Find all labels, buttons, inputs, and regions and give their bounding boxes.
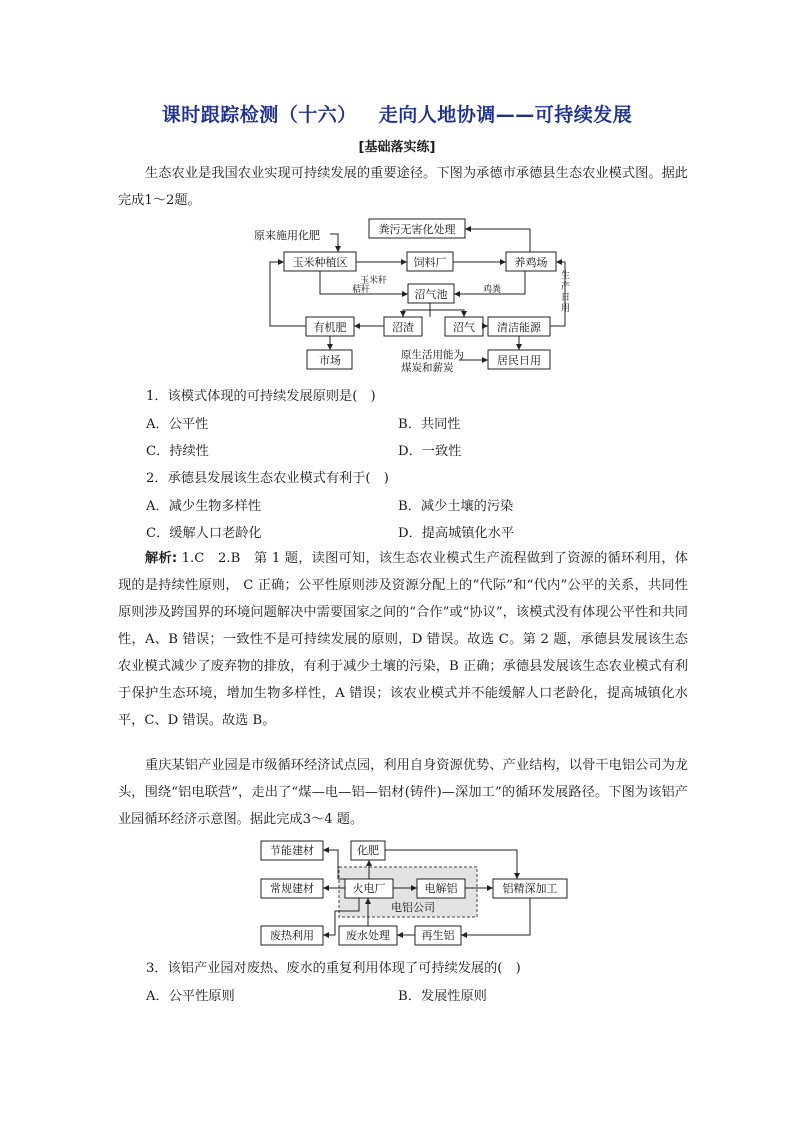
box-thermal: 火电厂 bbox=[352, 882, 386, 895]
box-residue: 沼渣 bbox=[392, 321, 414, 334]
label-vert-4: 用 bbox=[561, 304, 571, 314]
aluminum-park-diagram bbox=[255, 835, 575, 950]
box-biogas: 沼气 bbox=[453, 321, 475, 334]
q2-option-d: D．提高城镇化水平 bbox=[398, 526, 515, 541]
box-feed: 饲料厂 bbox=[413, 256, 447, 269]
intro-paragraph-1: 生态农业是我国农业实现可持续发展的重要途径。下图为承德市承德县生态农业模式图。据此完成1～2题。 bbox=[118, 166, 688, 208]
label-vert-2: 产 bbox=[561, 282, 571, 292]
analysis-label: 解析: bbox=[145, 551, 178, 566]
box-clean-energy: 清洁能源 bbox=[497, 321, 541, 334]
q1-option-a: A．公平性 bbox=[146, 417, 209, 432]
label-orig-fert: 原来施用化肥 bbox=[254, 229, 320, 242]
box-chicken: 养鸡场 bbox=[514, 256, 548, 269]
question-1-stem: 1．该模式体现的可持续发展原则是( ) bbox=[146, 389, 376, 404]
section-heading: [基础落实练] bbox=[358, 140, 436, 155]
box-electrolytic: 电解铝 bbox=[424, 882, 458, 895]
question-3-stem: 3．该铝产业园对废热、废水的重复利用体现了可持续发展的( ) bbox=[146, 961, 521, 976]
box-wastewater: 废水处理 bbox=[346, 929, 390, 942]
analysis-text: 1.C 2.B 第 1 题，读图可知，该生态农业模式生产流程做到了资源的循环利用，体现的是持续性原则， C 正确；公平性原则涉及资源分配上的“代际”和“代内”公平的关系，共同性原则涉及跨国界的环境问题解决中需要国家之间的“合作”或“协议”，该模式没有体现公平性和共同性，A、B 错误；一致性不是可持续发展的原则，D 错误。故选 C。第 2 题，承德县发展该生态农业模式减少了废弃物的排放，有利于减少土壤的污染，B 正确；承德县发展该生态农业模式有利于保护生态环境，增加生物多样性，A 错误；该农业模式并不能缓解人口老龄化，提高城镇化水平，C、D 错误。故选 B。 bbox=[118, 551, 688, 728]
box-manure: 粪污无害化处理 bbox=[378, 223, 456, 236]
label-corn-stalk: 玉米秆 bbox=[360, 276, 388, 286]
box-regular-mat: 常规建材 bbox=[270, 882, 314, 895]
question-2-stem: 2．承德县发展该生态农业模式有利于( ) bbox=[146, 471, 389, 486]
label-straw: 秸秆 bbox=[352, 285, 371, 295]
q1-option-c: C．持续性 bbox=[146, 444, 209, 459]
q3-option-b: B．发展性原则 bbox=[398, 989, 487, 1004]
box-organic: 有机肥 bbox=[313, 321, 347, 334]
label-orig-life-1: 原生活用能为 bbox=[401, 349, 464, 361]
box-recycled: 再生铝 bbox=[421, 929, 455, 942]
eco-agriculture-diagram bbox=[240, 212, 590, 382]
intro-paragraph-2: 重庆某铝产业园是市级循环经济试点园，利用自身资源优势、产业结构，以骨干电铝公司为龙头，围绕“铝电联营”，走出了“煤—电—铝—铝材(铸件)—深加工”的循环发展路径。下图为该铝产业园循环经济示意图。据此完成3～4 题。 bbox=[118, 758, 688, 827]
box-resident: 居民日用 bbox=[497, 354, 541, 367]
q1-option-d: D．一致性 bbox=[398, 444, 462, 459]
box-energy-mat: 节能建材 bbox=[270, 844, 314, 857]
q1-option-b: B．共同性 bbox=[398, 417, 461, 432]
label-vert-1: 生 bbox=[561, 271, 571, 281]
q3-option-a: A．公平性原则 bbox=[146, 989, 235, 1004]
label-vert-3: 日 bbox=[561, 293, 571, 303]
label-company: 电铝公司 bbox=[391, 901, 435, 914]
q2-option-a: A．减少生物多样性 bbox=[146, 499, 262, 514]
box-biogas-pool: 沼气池 bbox=[414, 288, 448, 301]
box-waste-heat: 废热利用 bbox=[270, 929, 314, 942]
q2-option-b: B．减少土壤的污染 bbox=[398, 499, 514, 514]
box-corn: 玉米种植区 bbox=[292, 256, 348, 269]
box-market: 市场 bbox=[319, 354, 341, 367]
q2-option-c: C．缓解人口老龄化 bbox=[146, 526, 262, 541]
label-chicken-manure: 鸡粪 bbox=[483, 285, 502, 295]
box-deep: 铝精深加工 bbox=[502, 882, 558, 895]
page-title: 课时跟踪检测（十六） 走向人地协调——可持续发展 bbox=[161, 104, 633, 126]
analysis-paragraph bbox=[118, 545, 688, 734]
label-orig-life-2: 煤炭和薪炭 bbox=[401, 362, 454, 374]
box-fertilizer: 化肥 bbox=[357, 844, 379, 857]
